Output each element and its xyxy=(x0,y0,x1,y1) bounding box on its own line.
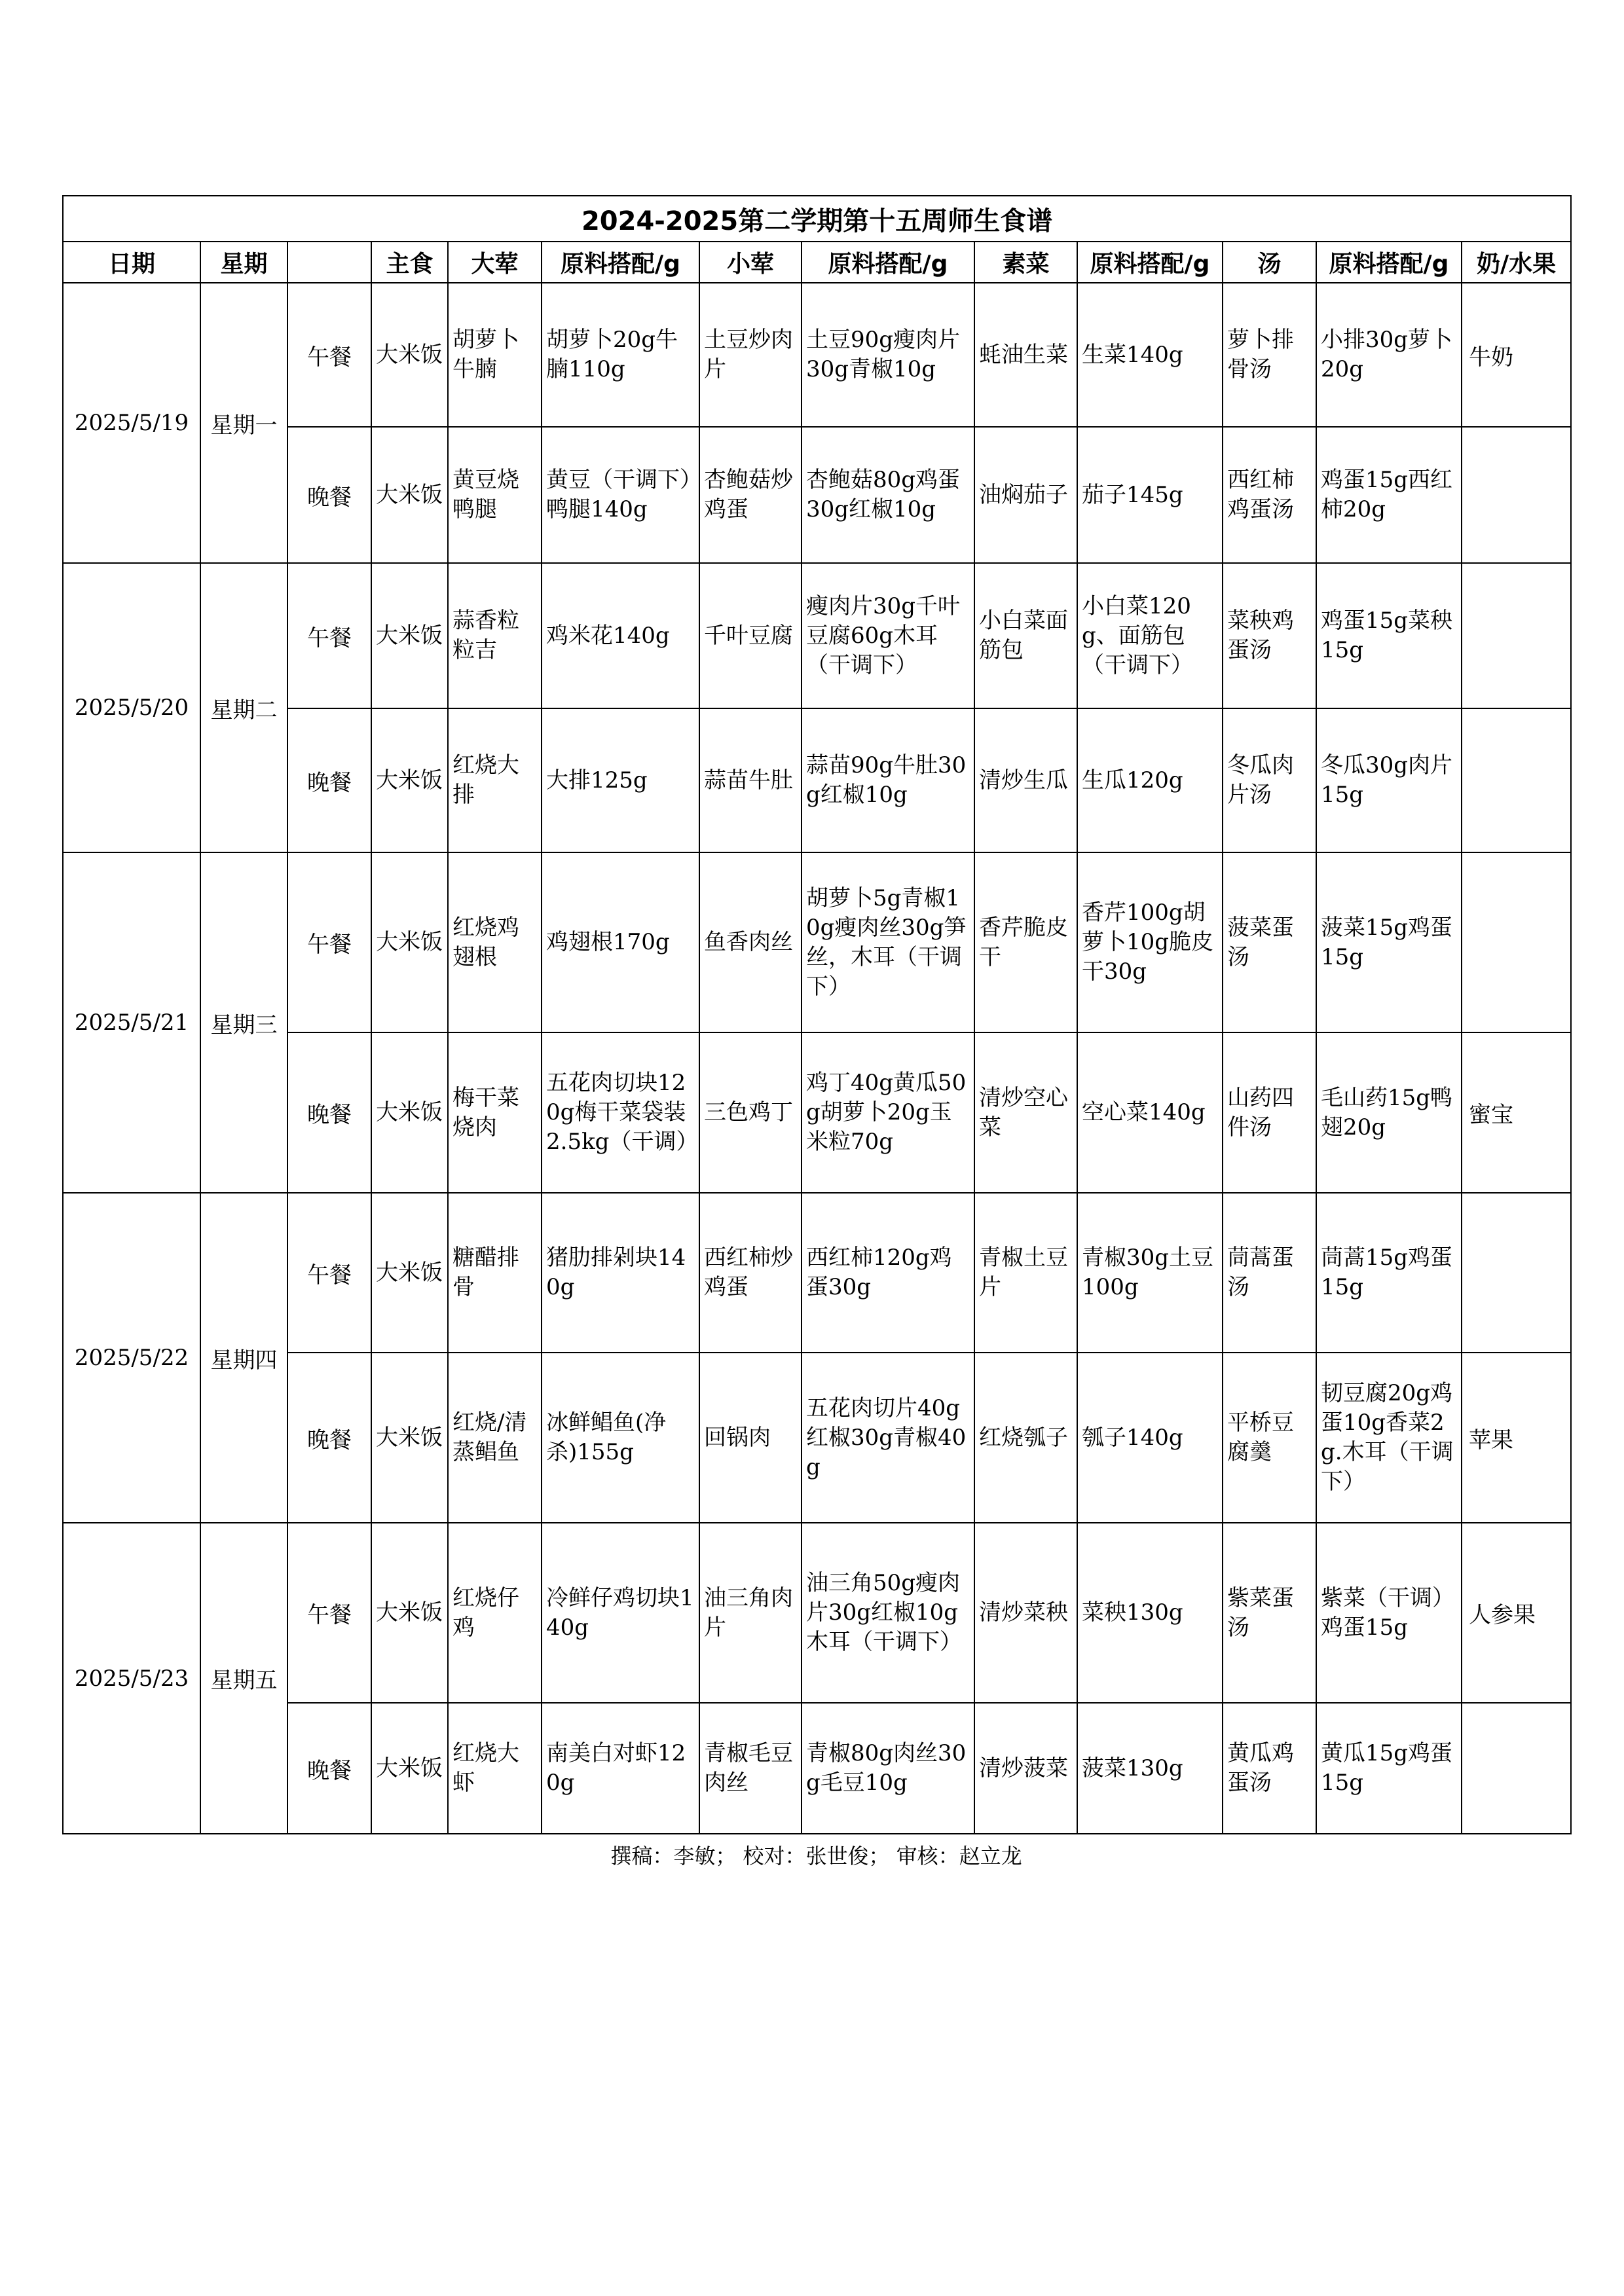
main-dish-cell: 红烧大排 xyxy=(448,708,542,852)
milk-fruit-cell xyxy=(1462,1703,1571,1834)
credits-line: 撰稿：李敏； 校对：张世俊； 审核：赵立龙 xyxy=(610,1844,1022,1868)
meal-cell: 午餐 xyxy=(287,563,371,708)
menu-table xyxy=(62,195,1572,1834)
small-ingredients-cell: 蒜苗90g牛肚30g红椒10g xyxy=(802,708,974,852)
main-ingredients-cell: 鸡米花140g xyxy=(542,563,699,708)
staple-cell: 大米饭 xyxy=(371,1193,448,1353)
small-ingredients-cell: 鸡丁40g黄瓜50g胡萝卜20g玉米粒70g xyxy=(802,1032,974,1193)
small-dish-cell: 三色鸡丁 xyxy=(699,1032,802,1193)
date-cell: 2025/5/19 xyxy=(63,283,200,563)
weekday-cell: 星期三 xyxy=(200,852,287,1193)
soup-ingredients-cell: 黄瓜15g鸡蛋15g xyxy=(1316,1703,1462,1834)
small-ingredients-cell: 胡萝卜5g青椒10g瘦肉丝30g笋丝，木耳（干调下） xyxy=(802,852,974,1032)
staple-cell: 大米饭 xyxy=(371,852,448,1032)
small-dish-cell: 西红柿炒鸡蛋 xyxy=(699,1193,802,1353)
main-ingredients-cell: 冰鲜鲳鱼(净杀)155g xyxy=(542,1353,699,1523)
meal-cell: 午餐 xyxy=(287,283,371,427)
milk-fruit-cell xyxy=(1462,563,1571,708)
vegetable-cell: 油焖茄子 xyxy=(974,427,1077,563)
soup-cell: 平桥豆腐羹 xyxy=(1223,1353,1316,1523)
vegetable-ingredients-cell: 瓠子140g xyxy=(1077,1353,1223,1523)
small-dish-cell: 千叶豆腐 xyxy=(699,563,802,708)
soup-cell: 菜秧鸡蛋汤 xyxy=(1223,563,1316,708)
table-row xyxy=(63,283,1571,427)
vegetable-ingredients-cell: 小白菜120g、面筋包（干调下） xyxy=(1077,563,1223,708)
meal-cell: 晚餐 xyxy=(287,1353,371,1523)
main-ingredients-cell: 冷鲜仔鸡切块140g xyxy=(542,1523,699,1703)
meal-cell: 晚餐 xyxy=(287,1703,371,1834)
small-ingredients-cell: 青椒80g肉丝30g毛豆10g xyxy=(802,1703,974,1834)
small-dish-cell: 油三角肉片 xyxy=(699,1523,802,1703)
main-dish-cell: 黄豆烧鸭腿 xyxy=(448,427,542,563)
staple-cell: 大米饭 xyxy=(371,1353,448,1523)
small-dish-cell: 回锅肉 xyxy=(699,1353,802,1523)
table-row xyxy=(63,1703,1571,1834)
vegetable-cell: 香芹脆皮干 xyxy=(974,852,1077,1032)
header-small-ingredients: 原料搭配/g xyxy=(802,242,974,283)
main-ingredients-cell: 胡萝卜20g牛腩110g xyxy=(542,283,699,427)
vegetable-ingredients-cell: 茄子145g xyxy=(1077,427,1223,563)
milk-fruit-cell xyxy=(1462,1193,1571,1353)
date-cell: 2025/5/22 xyxy=(63,1193,200,1523)
weekday-cell: 星期四 xyxy=(200,1193,287,1523)
vegetable-cell: 红烧瓠子 xyxy=(974,1353,1077,1523)
meal-cell: 午餐 xyxy=(287,1523,371,1703)
vegetable-ingredients-cell: 生菜140g xyxy=(1077,283,1223,427)
small-ingredients-cell: 油三角50g瘦肉片30g红椒10g木耳（干调下） xyxy=(802,1523,974,1703)
vegetable-ingredients-cell: 空心菜140g xyxy=(1077,1032,1223,1193)
header-soup: 汤 xyxy=(1223,242,1316,283)
main-ingredients-cell: 鸡翅根170g xyxy=(542,852,699,1032)
main-dish-cell: 胡萝卜牛腩 xyxy=(448,283,542,427)
small-ingredients-cell: 杏鲍菇80g鸡蛋30g红椒10g xyxy=(802,427,974,563)
soup-cell: 萝卜排骨汤 xyxy=(1223,283,1316,427)
table-row xyxy=(63,708,1571,852)
milk-fruit-cell xyxy=(1462,708,1571,852)
soup-ingredients-cell: 茼蒿15g鸡蛋15g xyxy=(1316,1193,1462,1353)
milk-fruit-cell: 牛奶 xyxy=(1462,283,1571,427)
table-row xyxy=(63,563,1571,708)
milk-fruit-cell xyxy=(1462,852,1571,1032)
page-title: 2024-2025第二学期第十五周师生食谱 xyxy=(63,196,1571,242)
header-main-dish: 大荤 xyxy=(448,242,542,283)
main-dish-cell: 梅干菜烧肉 xyxy=(448,1032,542,1193)
weekday-cell: 星期二 xyxy=(200,563,287,852)
small-dish-cell: 青椒毛豆肉丝 xyxy=(699,1703,802,1834)
staple-cell: 大米饭 xyxy=(371,1032,448,1193)
vegetable-cell: 小白菜面筋包 xyxy=(974,563,1077,708)
vegetable-cell: 青椒土豆片 xyxy=(974,1193,1077,1353)
milk-fruit-cell: 人参果 xyxy=(1462,1523,1571,1703)
soup-cell: 紫菜蛋汤 xyxy=(1223,1523,1316,1703)
header-vegetable-ingredients: 原料搭配/g xyxy=(1077,242,1223,283)
soup-ingredients-cell: 紫菜（干调）鸡蛋15g xyxy=(1316,1523,1462,1703)
main-dish-cell: 糖醋排骨 xyxy=(448,1193,542,1353)
header-row xyxy=(63,242,1571,283)
vegetable-ingredients-cell: 菜秧130g xyxy=(1077,1523,1223,1703)
menu-body xyxy=(63,283,1571,1834)
small-ingredients-cell: 西红柿120g鸡蛋30g xyxy=(802,1193,974,1353)
main-ingredients-cell: 黄豆（干调下）鸭腿140g xyxy=(542,427,699,563)
small-dish-cell: 鱼香肉丝 xyxy=(699,852,802,1032)
soup-ingredients-cell: 韧豆腐20g鸡蛋10g香菜2g.木耳（干调下） xyxy=(1316,1353,1462,1523)
small-dish-cell: 土豆炒肉片 xyxy=(699,283,802,427)
weekday-cell: 星期一 xyxy=(200,283,287,563)
meal-cell: 晚餐 xyxy=(287,708,371,852)
main-ingredients-cell: 猪肋排剁块140g xyxy=(542,1193,699,1353)
staple-cell: 大米饭 xyxy=(371,283,448,427)
header-main-ingredients: 原料搭配/g xyxy=(542,242,699,283)
vegetable-cell: 清炒空心菜 xyxy=(974,1032,1077,1193)
date-cell: 2025/5/21 xyxy=(63,852,200,1193)
milk-fruit-cell: 苹果 xyxy=(1462,1353,1571,1523)
main-dish-cell: 红烧鸡翅根 xyxy=(448,852,542,1032)
vegetable-ingredients-cell: 生瓜120g xyxy=(1077,708,1223,852)
soup-cell: 菠菜蛋汤 xyxy=(1223,852,1316,1032)
main-dish-cell: 红烧仔鸡 xyxy=(448,1523,542,1703)
header-small-dish: 小荤 xyxy=(699,242,802,283)
table-row xyxy=(63,852,1571,1032)
header-milk-fruit: 奶/水果 xyxy=(1462,242,1571,283)
main-ingredients-cell: 南美白对虾120g xyxy=(542,1703,699,1834)
small-ingredients-cell: 瘦肉片30g千叶豆腐60g木耳（干调下） xyxy=(802,563,974,708)
staple-cell: 大米饭 xyxy=(371,1703,448,1834)
main-dish-cell: 红烧大虾 xyxy=(448,1703,542,1834)
staple-cell: 大米饭 xyxy=(371,1523,448,1703)
header-date: 日期 xyxy=(63,242,200,283)
meal-cell: 晚餐 xyxy=(287,427,371,563)
vegetable-cell: 清炒生瓜 xyxy=(974,708,1077,852)
small-ingredients-cell: 土豆90g瘦肉片30g青椒10g xyxy=(802,283,974,427)
milk-fruit-cell xyxy=(1462,427,1571,563)
date-cell: 2025/5/23 xyxy=(63,1523,200,1834)
vegetable-ingredients-cell: 香芹100g胡萝卜10g脆皮干30g xyxy=(1077,852,1223,1032)
vegetable-cell: 蚝油生菜 xyxy=(974,283,1077,427)
milk-fruit-cell: 蜜宝 xyxy=(1462,1032,1571,1193)
header-staple: 主食 xyxy=(371,242,448,283)
header-weekday: 星期 xyxy=(200,242,287,283)
header-vegetable: 素菜 xyxy=(974,242,1077,283)
meal-cell: 晚餐 xyxy=(287,1032,371,1193)
soup-ingredients-cell: 小排30g萝卜20g xyxy=(1316,283,1462,427)
soup-ingredients-cell: 鸡蛋15g西红柿20g xyxy=(1316,427,1462,563)
soup-cell: 山药四件汤 xyxy=(1223,1032,1316,1193)
vegetable-cell: 清炒菜秧 xyxy=(974,1523,1077,1703)
soup-ingredients-cell: 毛山药15g鸭翅20g xyxy=(1316,1032,1462,1193)
table-row xyxy=(63,427,1571,563)
main-dish-cell: 红烧/清蒸鲳鱼 xyxy=(448,1353,542,1523)
vegetable-ingredients-cell: 菠菜130g xyxy=(1077,1703,1223,1834)
soup-cell: 黄瓜鸡蛋汤 xyxy=(1223,1703,1316,1834)
soup-ingredients-cell: 菠菜15g鸡蛋15g xyxy=(1316,852,1462,1032)
vegetable-cell: 清炒菠菜 xyxy=(974,1703,1077,1834)
weekday-cell: 星期五 xyxy=(200,1523,287,1834)
header-meal xyxy=(287,242,371,283)
soup-cell: 西红柿鸡蛋汤 xyxy=(1223,427,1316,563)
soup-cell: 茼蒿蛋汤 xyxy=(1223,1193,1316,1353)
table-row xyxy=(63,1523,1571,1703)
meal-cell: 午餐 xyxy=(287,1193,371,1353)
small-ingredients-cell: 五花肉切片40g红椒30g青椒40g xyxy=(802,1353,974,1523)
soup-ingredients-cell: 鸡蛋15g菜秧15g xyxy=(1316,563,1462,708)
vegetable-ingredients-cell: 青椒30g土豆100g xyxy=(1077,1193,1223,1353)
main-ingredients-cell: 大排125g xyxy=(542,708,699,852)
small-dish-cell: 蒜苗牛肚 xyxy=(699,708,802,852)
meal-cell: 午餐 xyxy=(287,852,371,1032)
soup-ingredients-cell: 冬瓜30g肉片15g xyxy=(1316,708,1462,852)
header-soup-ingredients: 原料搭配/g xyxy=(1316,242,1462,283)
table-row xyxy=(63,1353,1571,1523)
small-dish-cell: 杏鲍菇炒鸡蛋 xyxy=(699,427,802,563)
staple-cell: 大米饭 xyxy=(371,563,448,708)
staple-cell: 大米饭 xyxy=(371,427,448,563)
table-row xyxy=(63,1193,1571,1353)
date-cell: 2025/5/20 xyxy=(63,563,200,852)
staple-cell: 大米饭 xyxy=(371,708,448,852)
soup-cell: 冬瓜肉片汤 xyxy=(1223,708,1316,852)
main-dish-cell: 蒜香粒粒吉 xyxy=(448,563,542,708)
table-row xyxy=(63,1032,1571,1193)
main-ingredients-cell: 五花肉切块120g梅干菜袋装2.5kg（干调） xyxy=(542,1032,699,1193)
